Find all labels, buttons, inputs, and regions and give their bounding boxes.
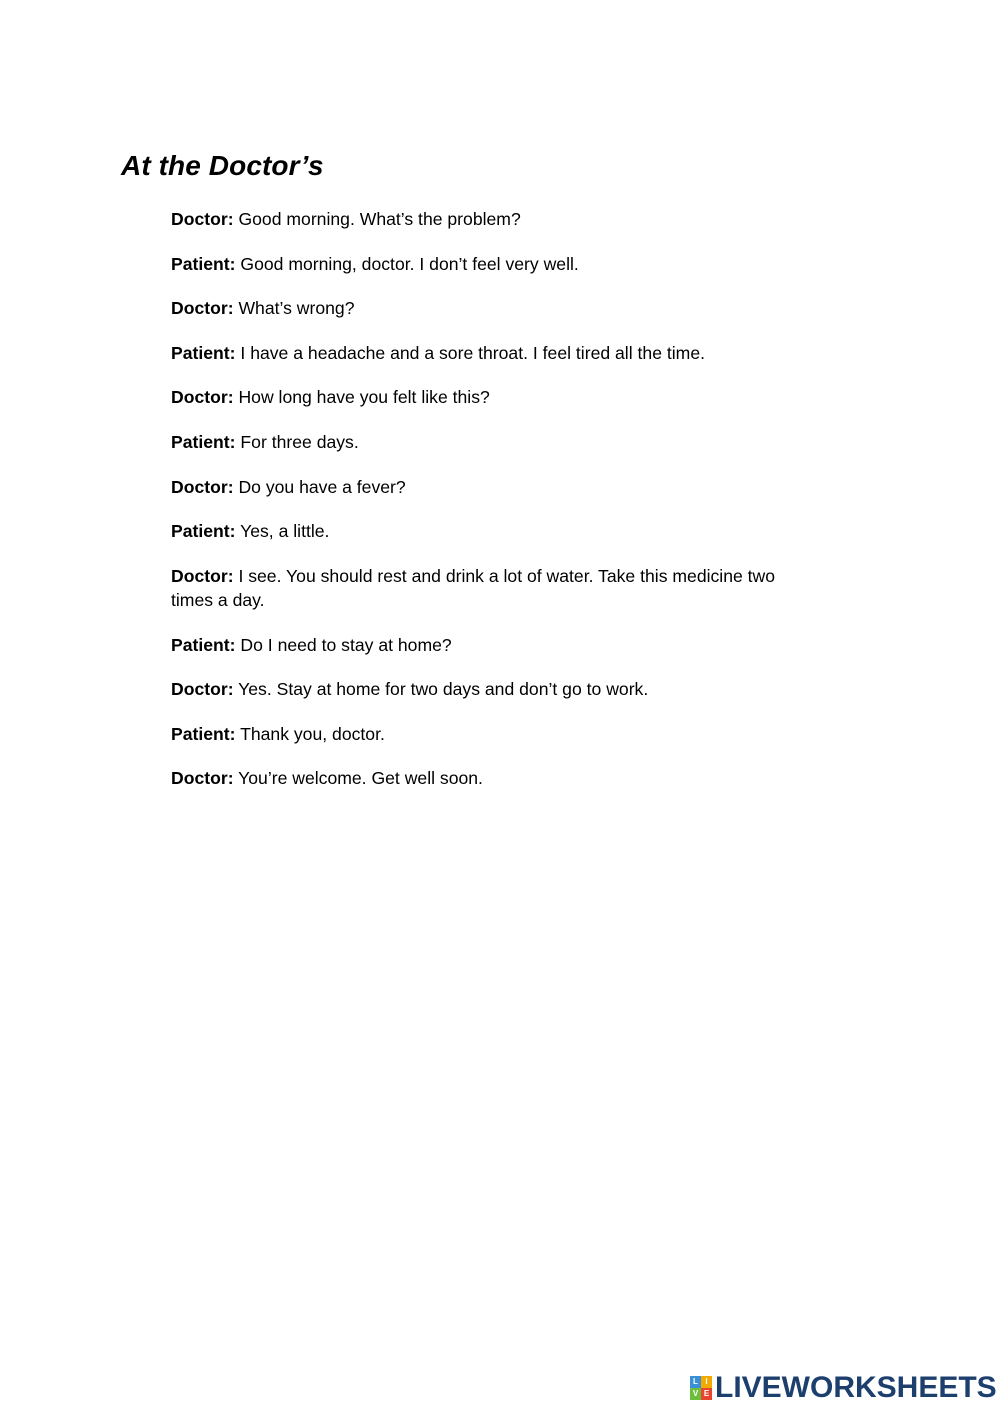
dialogue-line: [171, 766, 821, 790]
line-text: I see. You should rest and drink a lot of water. Take this medicine two times a day.: [171, 565, 776, 610]
speaker-label: Doctor:: [171, 565, 234, 586]
speaker-label: Doctor:: [171, 476, 234, 497]
logo-mark-cell: L: [690, 1376, 701, 1388]
line-text: What’s wrong?: [233, 298, 355, 319]
dialogue-line: [171, 519, 821, 543]
dialogue-line: [171, 722, 821, 746]
speaker-label: Doctor:: [171, 679, 234, 700]
line-text: Yes, a little.: [235, 521, 330, 542]
dialogue-line: [171, 430, 821, 454]
line-text: Do I need to stay at home?: [235, 634, 452, 655]
line-text: You’re welcome. Get well soon.: [233, 768, 483, 789]
line-text: Thank you, doctor.: [235, 723, 385, 744]
speaker-label: Doctor:: [171, 768, 234, 789]
dialogue-line: [171, 385, 821, 409]
liveworksheets-logo[interactable]: [690, 1372, 997, 1404]
speaker-label: Doctor:: [171, 387, 234, 408]
dialogue-line: [171, 207, 821, 231]
speaker-label: Patient:: [171, 253, 236, 274]
speaker-label: Patient:: [171, 521, 236, 542]
logo-wordmark: LIVEWORKSHEETS: [715, 1371, 997, 1404]
logo-mark-cell: V: [690, 1388, 701, 1400]
logo-mark-cell: I: [701, 1376, 712, 1388]
page-title: At the Doctor’s: [121, 150, 324, 181]
speaker-label: Patient:: [171, 431, 236, 452]
dialogue-line: [171, 633, 821, 657]
liveworksheets-logo-icon: [690, 1376, 712, 1400]
speaker-label: Patient:: [171, 634, 236, 655]
line-text: How long have you felt like this?: [233, 387, 490, 408]
line-text: Good morning. What’s the problem?: [233, 209, 521, 229]
line-text: Good morning, doctor. I don’t feel very well.: [235, 253, 579, 274]
dialogue-line: [171, 296, 821, 320]
dialogue-line: [171, 475, 821, 499]
dialogue-line: [171, 341, 821, 365]
line-text: Yes. Stay at home for two days and don’t go to work.: [233, 679, 649, 700]
logo-mark-cell: E: [701, 1388, 712, 1400]
speaker-label: Doctor:: [171, 209, 234, 229]
speaker-label: Doctor:: [171, 298, 234, 319]
speaker-label: Patient:: [171, 723, 236, 744]
dialogue-line: [171, 564, 821, 612]
dialogue-line: [171, 252, 821, 276]
line-text: Do you have a fever?: [233, 476, 406, 497]
dialogue: [171, 207, 821, 811]
dialogue-line: [171, 677, 821, 701]
speaker-label: Patient:: [171, 342, 236, 363]
line-text: I have a headache and a sore throat. I feel tired all the time.: [235, 342, 705, 363]
line-text: For three days.: [235, 431, 359, 452]
